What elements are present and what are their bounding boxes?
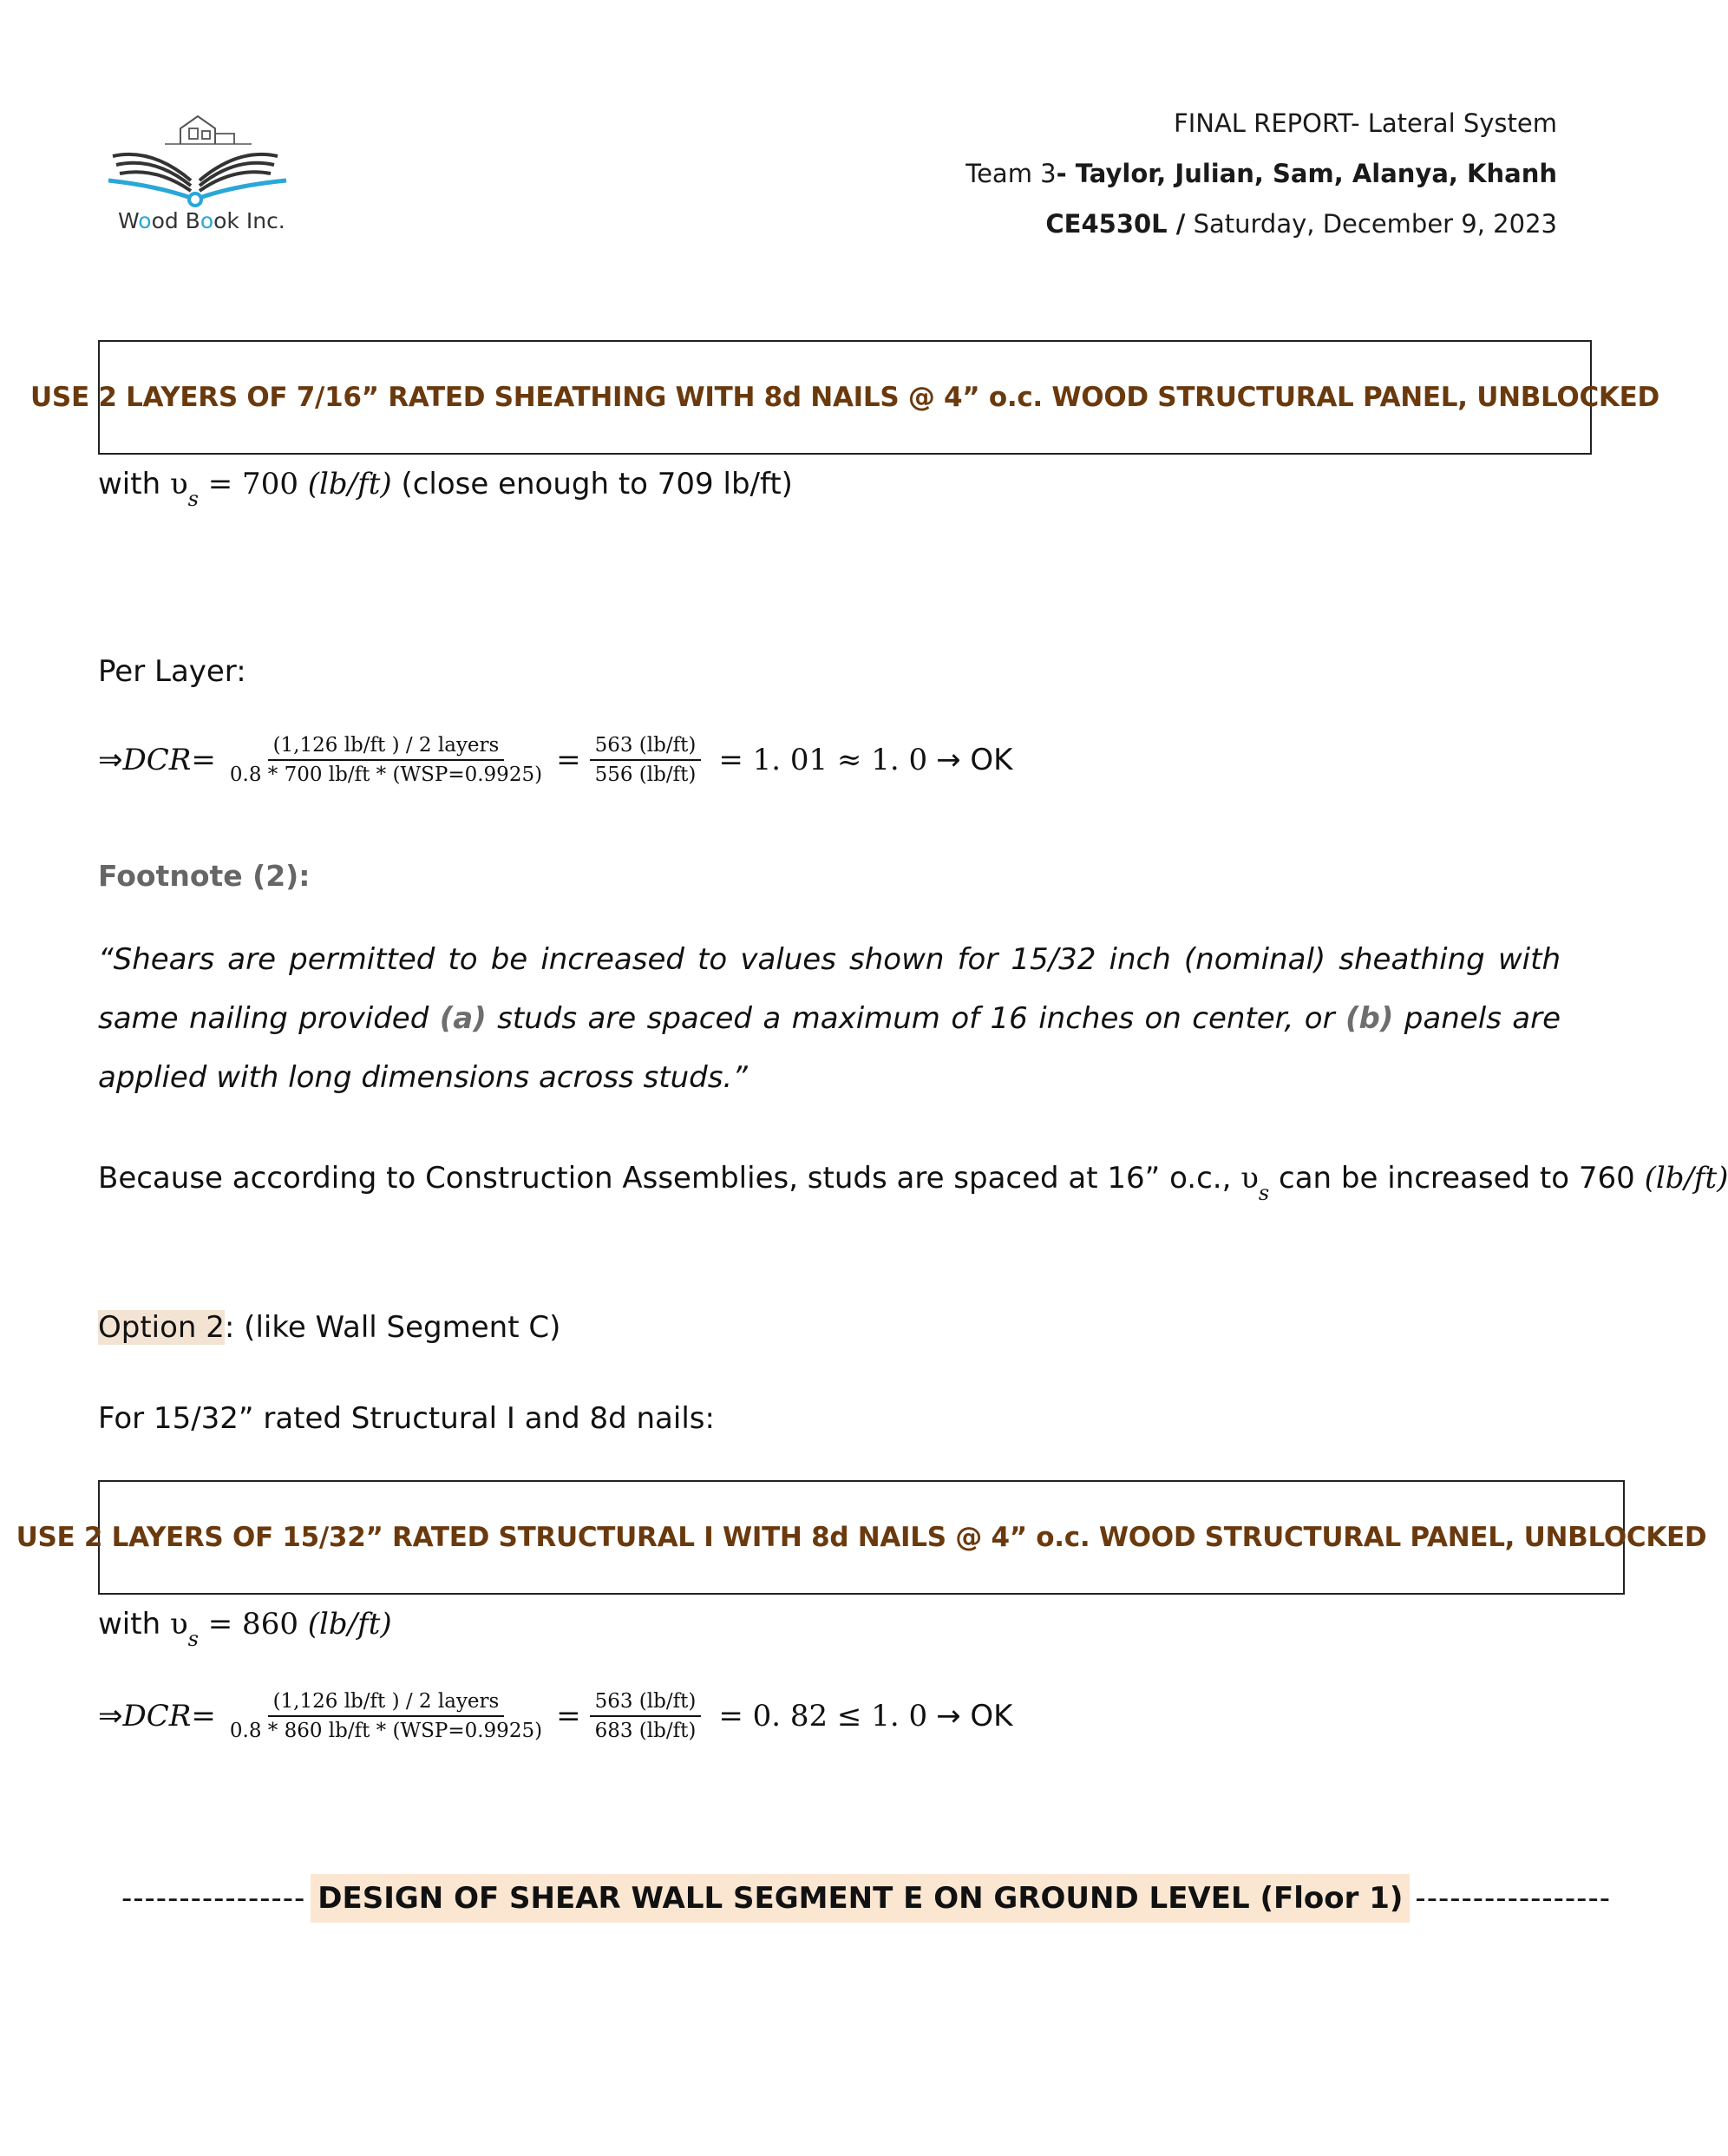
dcr-label: DCR xyxy=(122,743,192,777)
shear-capacity-line-2 xyxy=(98,1607,392,1651)
implies-arrow: ⇒ xyxy=(98,743,123,777)
per-layer-label: Per Layer: xyxy=(98,654,246,689)
option-2-label: Option 2 xyxy=(98,1310,225,1345)
upsilon-symbol: υ xyxy=(169,467,188,501)
fraction-numerator: (1,126 lb/ft ) / 2 layers xyxy=(268,734,505,761)
company-logo xyxy=(104,102,295,241)
quote-marker-a: (a) xyxy=(439,1001,487,1036)
subscript-s: s xyxy=(187,1627,199,1651)
dcr-result: = 1. 01 ≈ 1. 0 xyxy=(718,743,928,777)
section-divider xyxy=(121,1874,1611,1923)
with-label: with xyxy=(98,1607,170,1642)
dcr-result: = 0. 82 ≤ 1. 0 xyxy=(718,1699,928,1733)
shear-value: = 860 xyxy=(198,1607,308,1642)
dcr-equation-1 xyxy=(98,734,1012,786)
unit: (lb/ft) xyxy=(1644,1161,1728,1196)
upsilon-symbol: υ xyxy=(1240,1161,1259,1196)
report-title: FINAL REPORT- Lateral System xyxy=(1174,108,1557,138)
fraction-denominator: 0.8 * 700 lb/ft * (WSP=0.9925) xyxy=(229,763,543,786)
shear-value: = 700 xyxy=(198,467,308,501)
fraction-denominator: 556 (lb/ft) xyxy=(594,763,697,786)
fraction-numerator: 563 (lb/ft) xyxy=(590,734,702,761)
team-label: Team 3 xyxy=(965,159,1057,188)
option-2-description: : (like Wall Segment C) xyxy=(224,1310,561,1345)
design-callout-box-2 xyxy=(16,1480,1707,1595)
dcr-label: DCR xyxy=(122,1699,192,1733)
subscript-s: s xyxy=(1258,1181,1270,1205)
for-line: For 15/32” rated Structural I and 8d nails: xyxy=(98,1401,715,1436)
equals-sign: = xyxy=(556,1699,581,1733)
course-date-line xyxy=(1045,209,1557,239)
option-2-line xyxy=(98,1310,560,1345)
fraction-1 xyxy=(225,1690,547,1742)
because-text: can be increased to 760 xyxy=(1269,1161,1645,1196)
dcr-equation-2 xyxy=(98,1690,1012,1742)
unit: (lb/ft) xyxy=(307,467,392,501)
equals-sign: = xyxy=(191,743,216,777)
implies-arrow: ⇒ xyxy=(98,1699,123,1733)
fraction-1 xyxy=(225,734,547,786)
design-callout-box-1 xyxy=(30,340,1659,455)
footnote-title: Footnote (2): xyxy=(98,859,311,893)
course-code: CE4530L / xyxy=(1045,209,1186,239)
divider-dashes-right: ----------------- xyxy=(1415,1881,1611,1916)
quote-text: studs are spaced a maximum of 16 inches on center, or xyxy=(486,1001,1345,1036)
subscript-s: s xyxy=(187,487,199,511)
unit: (lb/ft) xyxy=(307,1607,392,1642)
upsilon-symbol: υ xyxy=(169,1607,188,1642)
fraction-2 xyxy=(590,734,702,786)
team-members: - Taylor, Julian, Sam, Alanya, Khanh xyxy=(1056,159,1557,188)
quote-text: “Shears are permitted to be increased to values shown for 15/32 inch (nominal) sheathing with same nailing provided xyxy=(98,942,1561,1036)
ok-label: → OK xyxy=(936,743,1013,777)
equals-sign: = xyxy=(191,1699,216,1733)
design-callout-text-1: USE 2 LAYERS OF 7/16” RATED SHEATHING WITH 8d NAILS @ 4” o.c. WOOD STRUCTURAL PANEL, UNBLOCKED xyxy=(30,382,1659,413)
divider-dashes-left: ---------------- xyxy=(121,1881,306,1916)
quote-text: panels are applied with long dimensions across studs.” xyxy=(98,1001,1561,1095)
because-text: Because according to Construction Assemblies, studs are spaced at 16” o.c., xyxy=(98,1161,1241,1196)
section-heading: DESIGN OF SHEAR WALL SEGMENT E ON GROUND LEVEL (Floor 1) xyxy=(311,1874,1410,1923)
team-line xyxy=(965,159,1557,188)
with-label: with xyxy=(98,467,170,501)
shear-capacity-line-1 xyxy=(98,467,793,511)
fraction-2 xyxy=(590,1690,702,1742)
quote-marker-b: (b) xyxy=(1345,1001,1394,1036)
report-date: Saturday, December 9, 2023 xyxy=(1185,209,1557,239)
fraction-denominator: 0.8 * 860 lb/ft * (WSP=0.9925) xyxy=(229,1720,543,1742)
fraction-numerator: (1,126 lb/ft ) / 2 layers xyxy=(268,1690,505,1717)
design-callout-text-2: USE 2 LAYERS OF 15/32” RATED STRUCTURAL I WITH 8d NAILS @ 4” o.c. WOOD STRUCTURAL PANEL, UNBLOCKED xyxy=(16,1522,1707,1553)
equals-sign: = xyxy=(556,743,581,777)
because-line xyxy=(98,1161,1728,1205)
logo-text: Wood Book Inc. xyxy=(118,208,285,233)
footnote-quote xyxy=(98,930,1561,1107)
ok-label: → OK xyxy=(936,1699,1013,1733)
book-house-logo-icon xyxy=(104,102,295,211)
fraction-numerator: 563 (lb/ft) xyxy=(590,1690,702,1717)
fraction-denominator: 683 (lb/ft) xyxy=(594,1720,697,1742)
shear-note: (close enough to 709 lb/ft) xyxy=(391,467,793,501)
